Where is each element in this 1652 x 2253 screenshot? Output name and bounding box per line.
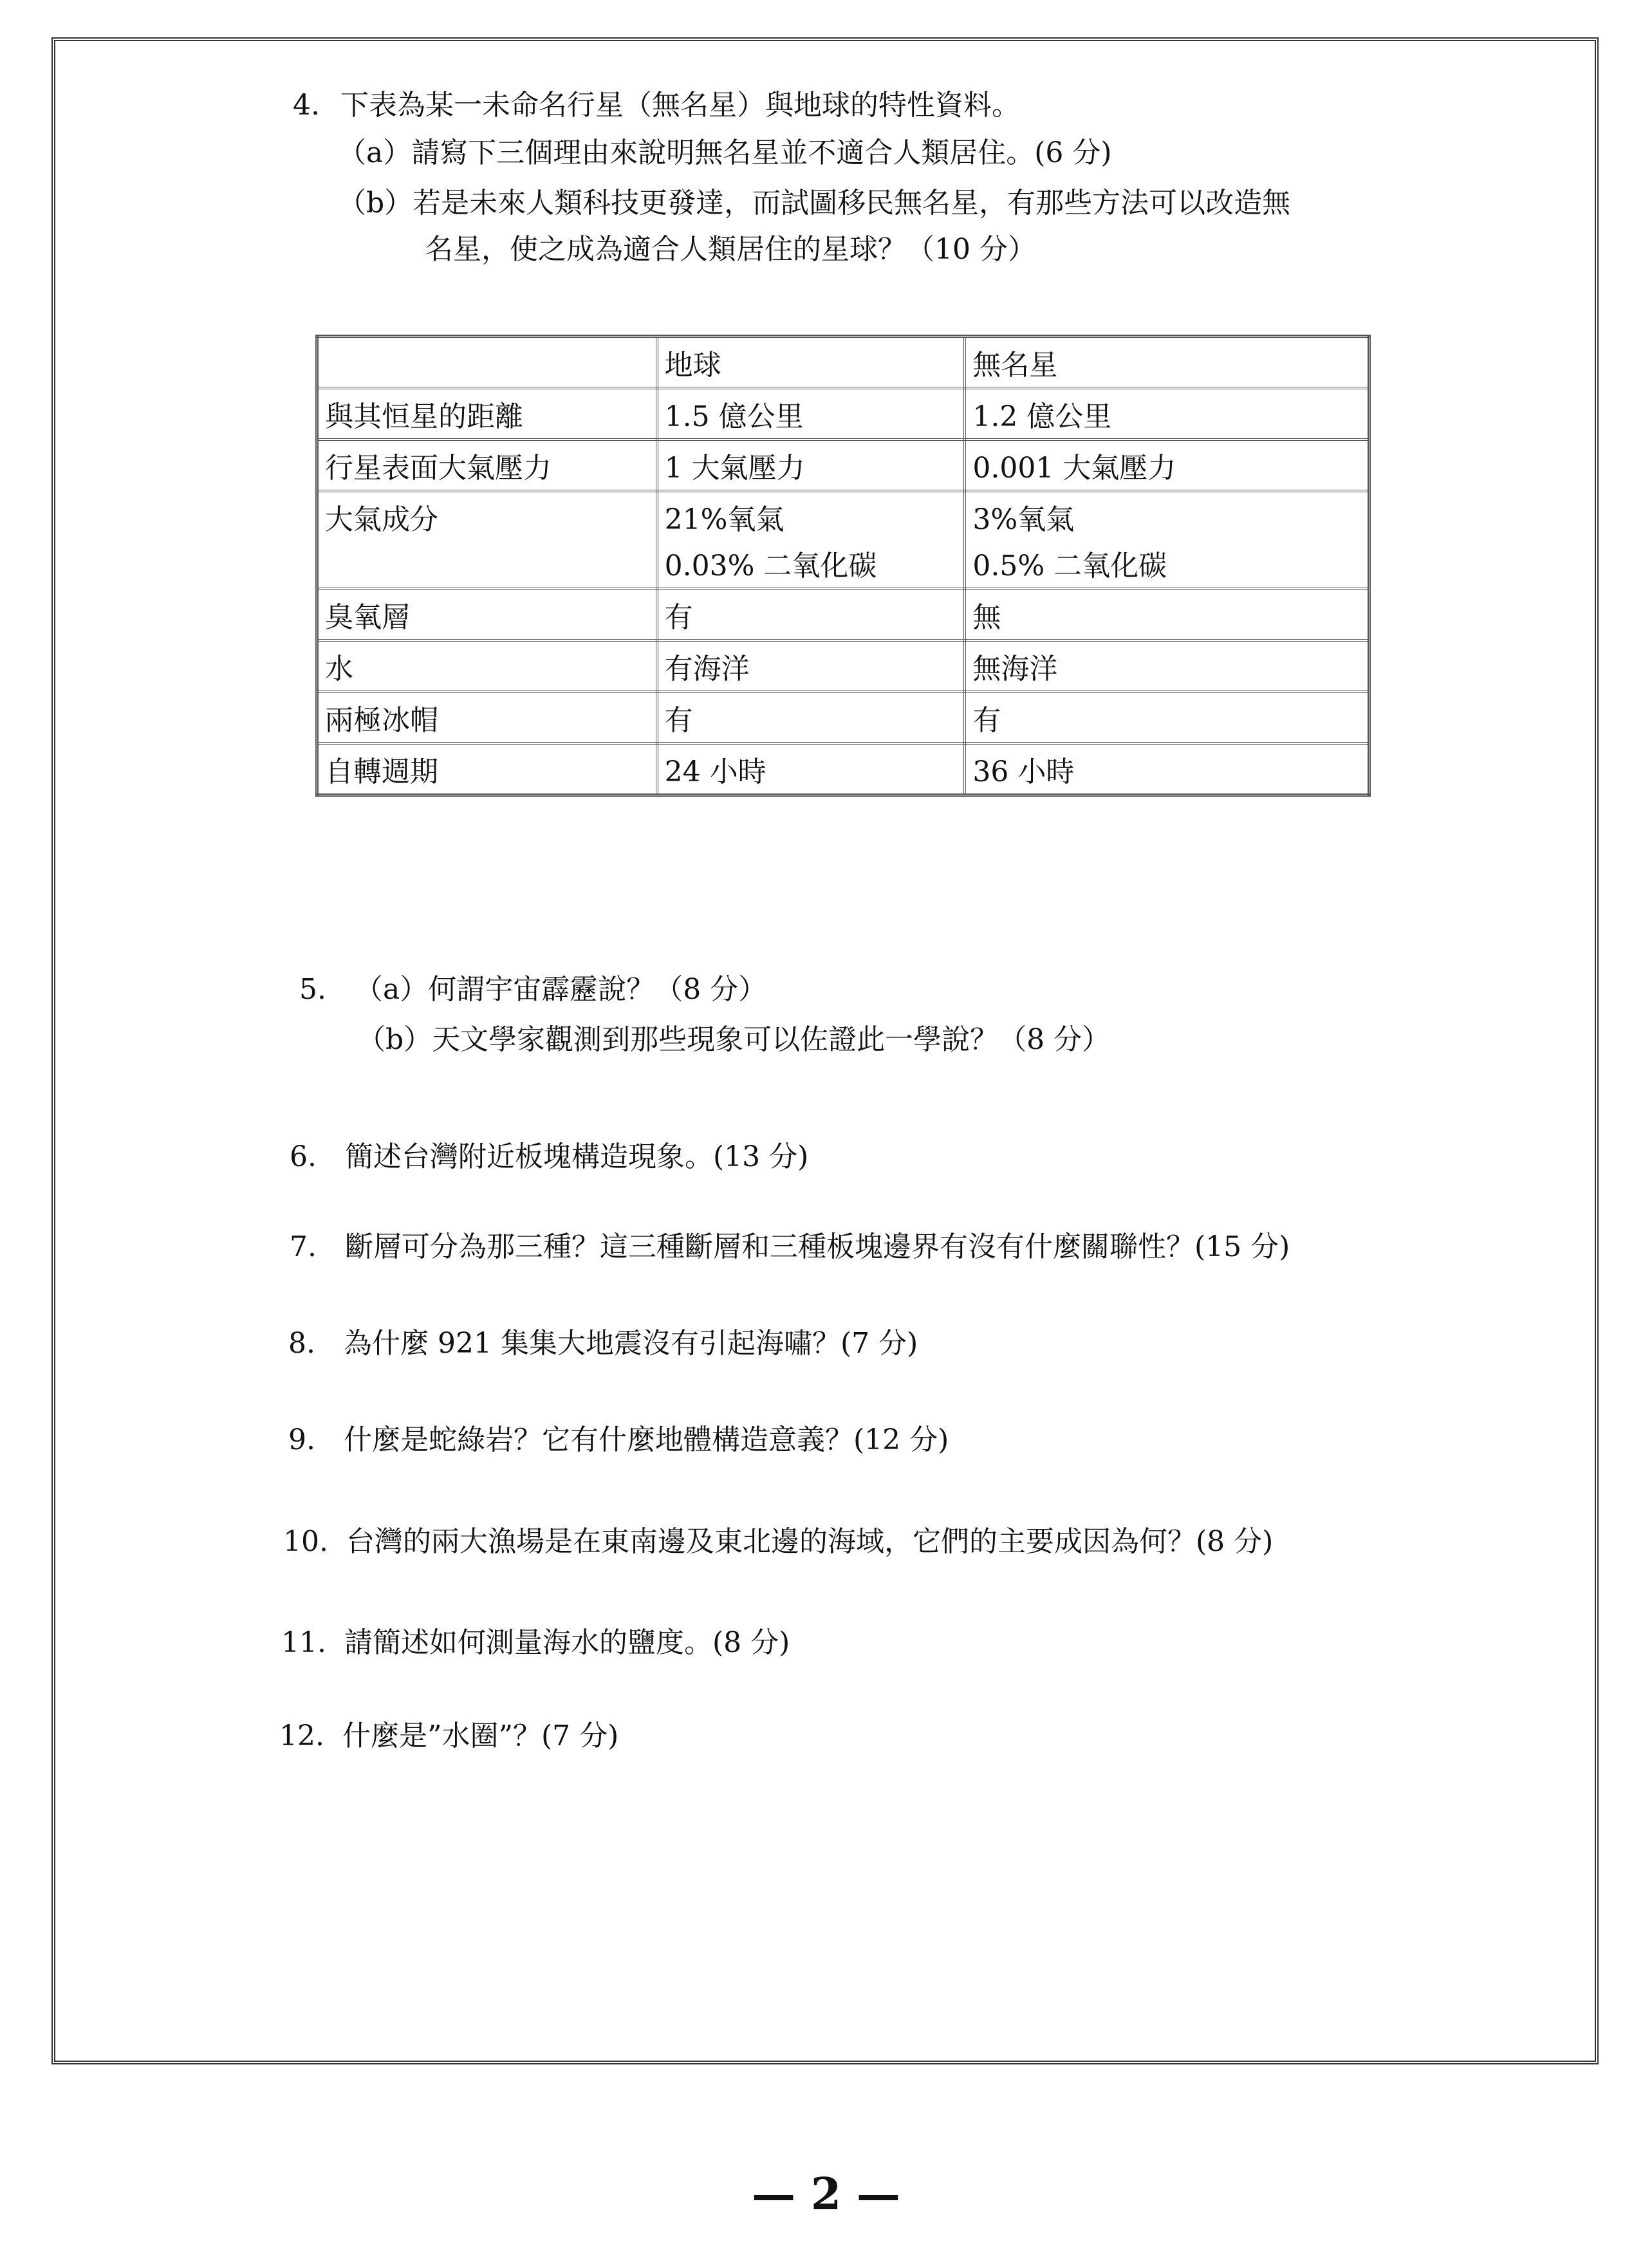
- cell-text: 0.5% 二氧化碳: [972, 550, 1167, 582]
- question-number: 7.: [290, 1230, 317, 1263]
- question-text: 請簡述如何測量海水的鹽度。(8 分): [344, 1626, 790, 1659]
- cell-text: 行星表面大氣壓力: [325, 452, 552, 485]
- header-cell-empty: [317, 337, 657, 389]
- cell-text: 有: [664, 601, 693, 634]
- table-row: [317, 440, 1369, 491]
- question-number: 6.: [290, 1140, 317, 1173]
- question-text: 什麼是蛇綠岩？它有什麼地體構造意義？(12 分): [343, 1423, 949, 1456]
- cell-text: 0.03% 二氧化碳: [664, 550, 877, 582]
- question-8: [288, 1327, 918, 1361]
- row-label-cell: [317, 743, 657, 795]
- cell-text: 1.5 億公里: [664, 400, 804, 433]
- table-row: [317, 491, 1369, 589]
- cell-text: 0.001 大氣壓力: [972, 452, 1176, 485]
- earth-value-cell: [657, 491, 965, 589]
- cell-text: 有: [972, 704, 1001, 737]
- question-number: 8.: [288, 1327, 315, 1360]
- earth-value-cell: [657, 692, 965, 743]
- row-label-cell: [317, 589, 657, 640]
- question-number: 5.: [299, 973, 326, 1006]
- earth-value-cell: [657, 589, 965, 640]
- planet-comparison-table: [315, 335, 1371, 797]
- cell-text: 與其恒星的距離: [325, 400, 523, 433]
- question-text: 簡述台灣附近板塊構造現象。(13 分): [344, 1140, 809, 1173]
- table-row: [317, 743, 1369, 795]
- cell-text: 無: [972, 601, 1001, 634]
- unnamed-planet-value-cell: [965, 589, 1369, 640]
- cell-text: 兩極冰帽: [325, 704, 438, 737]
- question-text: （a）何謂宇宙霹靂說？（8 分）: [354, 973, 767, 1006]
- header-cell-unnamed-planet: 無名星: [965, 337, 1369, 389]
- question-4b-line1: （b）若是未來人類科技更發達，而試圖移民無名星，有那些方法可以改造無: [338, 187, 1291, 219]
- table-row: [317, 640, 1369, 692]
- question-4a: （a）請寫下三個理由來說明無名星並不適合人類居住。(6 分): [338, 136, 1112, 169]
- cell-text: 大氣成分: [325, 503, 438, 536]
- unnamed-planet-value-cell: [965, 388, 1369, 440]
- question-number: 12.: [279, 1720, 324, 1752]
- question-number: 10.: [283, 1525, 328, 1558]
- cell-text: 自轉週期: [325, 756, 438, 788]
- cell-text: 1.2 億公里: [972, 400, 1112, 433]
- table-row: [317, 589, 1369, 640]
- row-label-cell: [317, 440, 657, 491]
- question-text: 台灣的兩大漁場是在東南邊及東北邊的海域，它們的主要成因為何？(8 分): [346, 1525, 1274, 1558]
- cell-text: 36 小時: [972, 756, 1075, 788]
- question-number: 9.: [288, 1423, 315, 1456]
- table-row: [317, 692, 1369, 743]
- cell-text: 無海洋: [972, 653, 1058, 685]
- question-9: [288, 1423, 949, 1458]
- unnamed-planet-value-cell: [965, 640, 1369, 692]
- table-header-row: [317, 337, 1369, 389]
- cell-text: 21%氧氣: [664, 503, 784, 536]
- question-11: [281, 1626, 790, 1660]
- question-text: 什麼是”水圈”？(7 分): [342, 1720, 619, 1752]
- question-10: [283, 1525, 1273, 1559]
- unnamed-planet-value-cell: [965, 440, 1369, 491]
- question-6: [290, 1140, 808, 1174]
- unnamed-planet-value-cell: [965, 491, 1369, 589]
- row-label-cell: [317, 491, 657, 589]
- earth-value-cell: [657, 640, 965, 692]
- cell-text: 有海洋: [664, 653, 750, 685]
- question-text: 為什麼 921 集集大地震沒有引起海嘯？(7 分): [343, 1327, 918, 1360]
- question-number: 11.: [281, 1626, 326, 1659]
- question-4-intro: [293, 89, 1020, 123]
- row-label-cell: [317, 388, 657, 440]
- question-4b-line2: 名星，使之成為適合人類居住的星球？（10 分）: [425, 233, 1036, 266]
- question-7: [290, 1230, 1290, 1265]
- cell-text: 1 大氣壓力: [664, 452, 805, 485]
- earth-value-cell: [657, 388, 965, 440]
- question-number: 4.: [293, 89, 320, 122]
- unnamed-planet-value-cell: [965, 743, 1369, 795]
- earth-value-cell: [657, 743, 965, 795]
- table-row: [317, 388, 1369, 440]
- question-text: 斷層可分為那三種？這三種斷層和三種板塊邊界有沒有什麼關聯性？(15 分): [344, 1230, 1290, 1263]
- cell-text: 水: [325, 653, 353, 685]
- page-number: — 2 —: [752, 2169, 900, 2220]
- earth-value-cell: [657, 440, 965, 491]
- cell-text: 24 小時: [664, 756, 766, 788]
- question-5a: [299, 973, 766, 1007]
- question-text: 下表為某一未命名行星（無名星）與地球的特性資料。: [340, 89, 1020, 122]
- cell-text: 有: [664, 704, 693, 737]
- question-12: [279, 1720, 618, 1754]
- question-5b: （b）天文學家觀測到那些現象可以佐證此一學說？（8 分）: [357, 1023, 1111, 1056]
- row-label-cell: [317, 640, 657, 692]
- header-cell-earth: 地球: [657, 337, 965, 389]
- row-label-cell: [317, 692, 657, 743]
- unnamed-planet-value-cell: [965, 692, 1369, 743]
- cell-text: 臭氧層: [325, 601, 410, 634]
- cell-text: 3%氧氣: [972, 503, 1075, 536]
